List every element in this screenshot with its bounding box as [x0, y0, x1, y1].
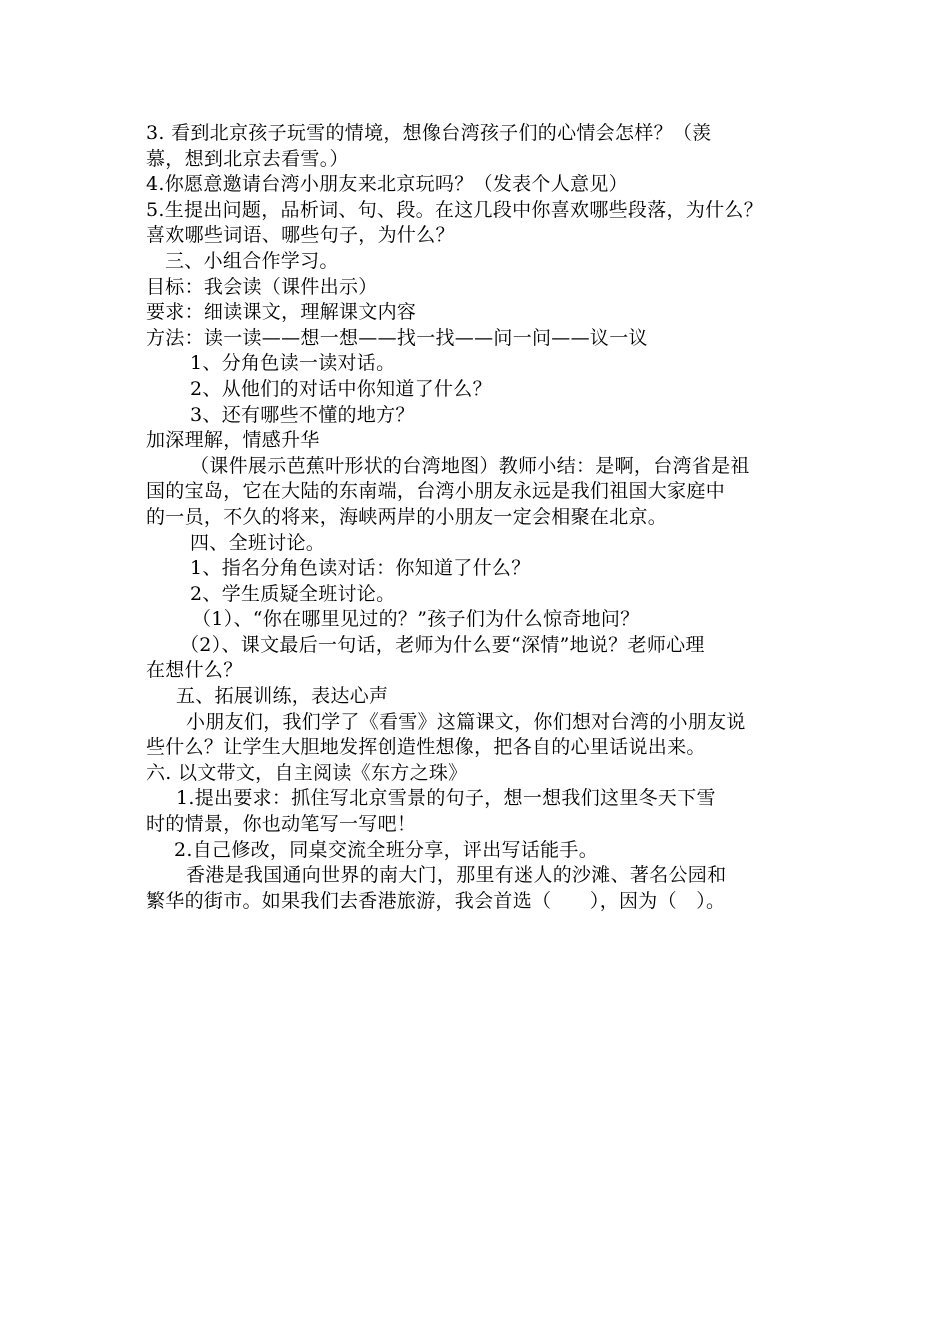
list-item: 1、指名分角色读对话：你知道了什么？	[190, 557, 531, 580]
text-line: 3. 看到北京孩子玩雪的情境，想像台湾孩子们的心情会怎样？（羡	[146, 122, 712, 144]
paragraph-line: 繁华的街市。如果我们去香港旅游，我会首选（ ），因为（ ）。	[146, 889, 726, 912]
list-item: （1）、“你在哪里见过的？”孩子们为什么惊奇地问？	[192, 608, 640, 631]
section-heading: 四、全班讨论。	[190, 531, 326, 554]
list-item: 1、分角色读一读对话。	[190, 352, 396, 375]
section-heading: 三、小组合作学习。	[165, 249, 339, 272]
text-line: 喜欢哪些词语、哪些句子，为什么？	[146, 224, 455, 247]
list-item: （2）、课文最后一句话，老师为什么要“深情”地说？老师心理	[180, 633, 705, 656]
text-line: 时的情景，你也动笔写一写吧！	[146, 813, 417, 836]
text-line: 方法：读一读——想一想——找一找——问一问——议一议	[146, 326, 648, 349]
text-line: 目标：我会读（课件出示）	[146, 275, 378, 298]
paragraph-line: （课件展示芭蕉叶形状的台湾地图）教师小结：是啊，台湾省是祖	[190, 454, 750, 477]
list-item: 2.自己修改，同桌交流全班分享，评出写话能手。	[174, 838, 599, 861]
paragraph-line: 小朋友们，我们学了《看雪》这篇课文，你们想对台湾的小朋友说	[186, 710, 746, 733]
paragraph-line: 的一员，不久的将来，海峡两岸的小朋友一定会相聚在北京。	[146, 505, 668, 528]
text-line: 4.你愿意邀请台湾小朋友来北京玩吗？（发表个人意见）	[146, 173, 628, 196]
section-heading: 五、拓展训练，表达心声	[176, 685, 389, 708]
list-item: 1.提出要求：抓住写北京雪景的句子，想一想我们这里冬天下雪	[176, 787, 716, 810]
text-line: 在想什么？	[146, 659, 243, 682]
paragraph-line: 些什么？让学生大胆地发挥创造性想像，把各自的心里话说出来。	[146, 736, 706, 759]
section-heading: 六. 以文带文，自主阅读《东方之珠》	[146, 761, 468, 784]
list-item: 2、从他们的对话中你知道了什么？	[190, 377, 492, 400]
paragraph-line: 国的宝岛，它在大陆的东南端，台湾小朋友永远是我们祖国大家庭中	[146, 480, 726, 503]
text-line: 5.生提出问题，品析词、句、段。在这几段中你喜欢哪些段落，为什么？	[146, 198, 764, 221]
list-item: 2、学生质疑全班讨论。	[190, 582, 396, 605]
list-item: 3、还有哪些不懂的地方？	[190, 403, 415, 426]
paragraph-line: 香港是我国通向世界的南大门，那里有迷人的沙滩、著名公园和	[186, 864, 727, 887]
text-line: 要求：细读课文，理解课文内容	[146, 301, 417, 324]
document-body	[146, 121, 814, 914]
text-line: 慕，想到北京去看雪。）	[146, 147, 349, 170]
text-line: 加深理解，情感升华	[146, 429, 320, 452]
